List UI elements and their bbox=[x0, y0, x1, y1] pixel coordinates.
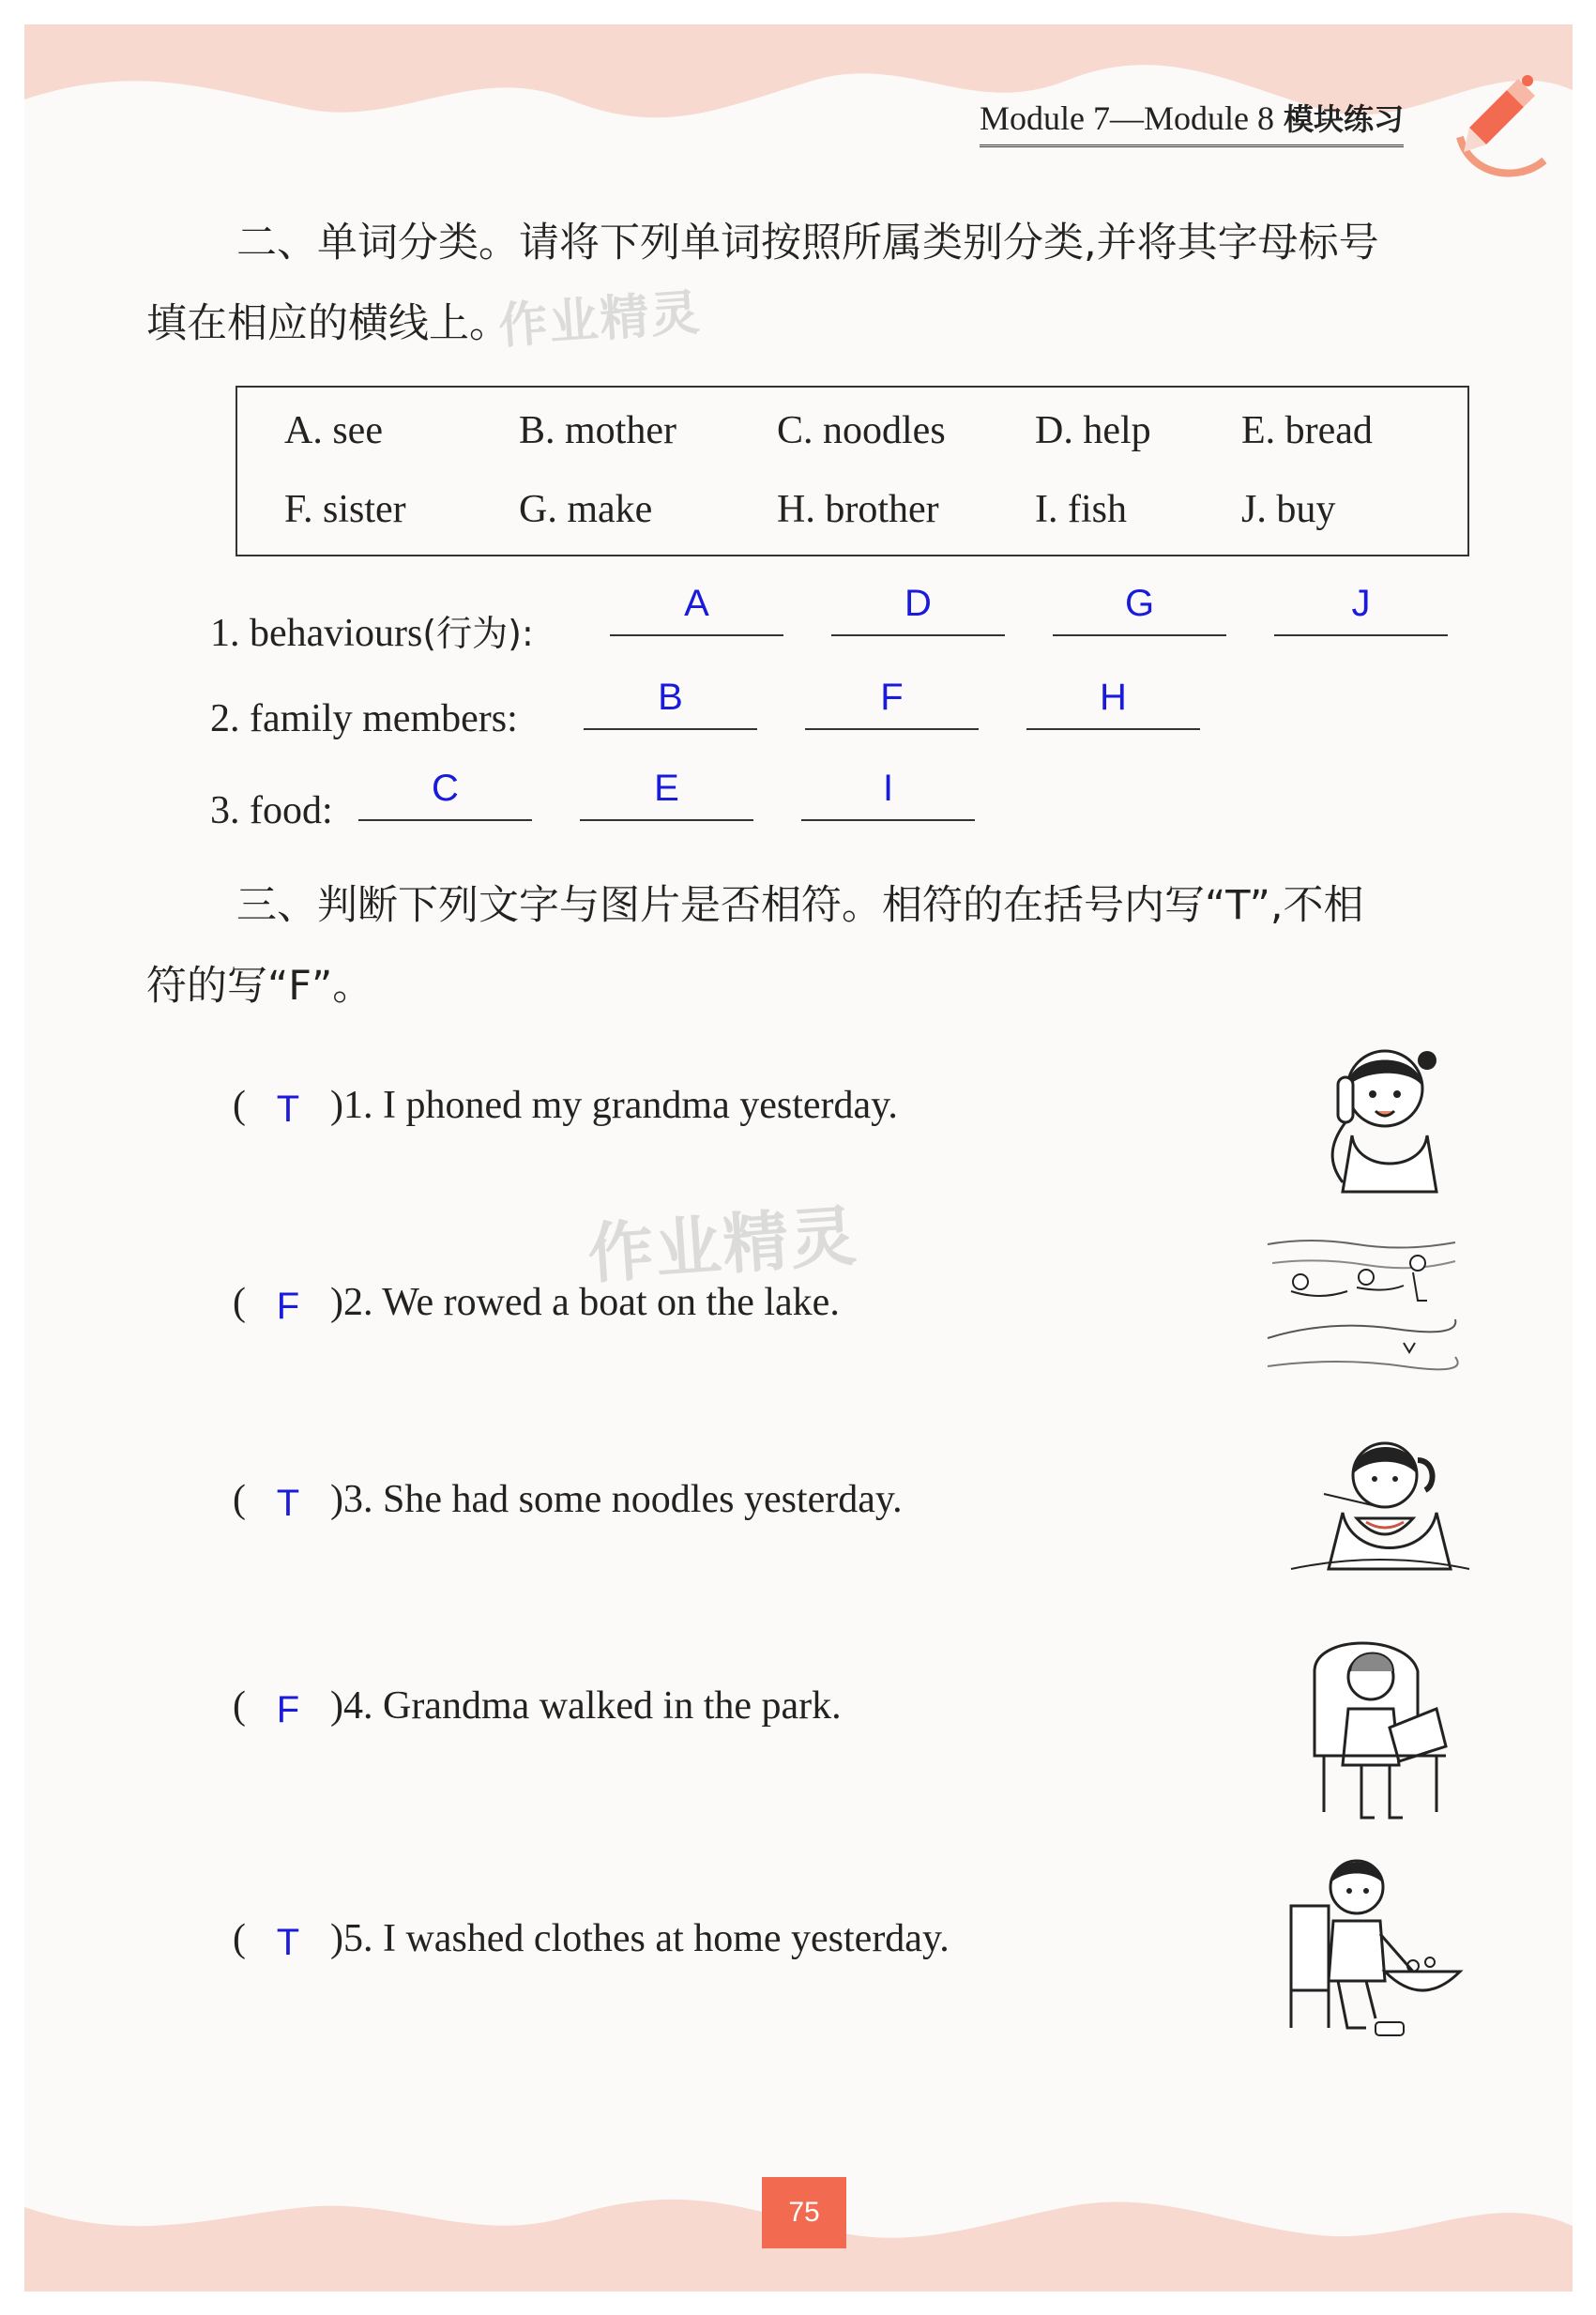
tf-answer-3[interactable]: T bbox=[276, 1483, 300, 1524]
watermark-top: 作业精灵 bbox=[496, 284, 704, 356]
swimming-lake-illustration bbox=[1263, 1226, 1460, 1385]
word-f: F. sister bbox=[284, 488, 406, 531]
q1-blank-1[interactable]: A bbox=[610, 587, 783, 636]
tf-item-2: ( F )2. We rowed a boat on the lake. bbox=[233, 1281, 840, 1327]
boy-washing-clothes-illustration bbox=[1282, 1850, 1479, 2056]
q2-blank-2[interactable]: F bbox=[805, 681, 979, 730]
header-title-cn: 模块练习 bbox=[1283, 101, 1404, 137]
q1-blank-3[interactable]: G bbox=[1053, 587, 1226, 636]
q3-blank-2[interactable]: E bbox=[580, 772, 753, 821]
word-i: I. fish bbox=[1035, 488, 1127, 531]
q2-blank-1[interactable]: B bbox=[584, 681, 757, 730]
section3-line2: 符的写“F”。 bbox=[146, 963, 373, 1010]
q2-blank-3[interactable]: H bbox=[1026, 681, 1200, 730]
word-c: C. noodles bbox=[777, 409, 946, 452]
tf-item-3: ( T )3. She had some noodles yesterday. bbox=[233, 1478, 903, 1524]
header-title bbox=[980, 96, 1404, 147]
word-b: B. mother bbox=[519, 409, 676, 452]
tf-answer-5[interactable]: T bbox=[276, 1922, 300, 1963]
tf-text-2: )2. We rowed a boat on the lake. bbox=[330, 1281, 840, 1324]
tf-answer-4[interactable]: F bbox=[276, 1689, 300, 1730]
q1-label bbox=[210, 604, 534, 656]
header-module: Module 7—Module 8 bbox=[980, 99, 1274, 137]
grandma-reading-illustration bbox=[1296, 1634, 1474, 1831]
section2-line2: 填在相应的横线上。 bbox=[146, 300, 509, 347]
page-number: 75 bbox=[762, 2177, 846, 2248]
tf-item-5: ( T )5. I washed clothes at home yesterday. bbox=[233, 1917, 950, 1963]
tf-text-5: )5. I washed clothes at home yesterday. bbox=[330, 1917, 950, 1960]
q1-blank-2[interactable]: D bbox=[831, 587, 1005, 636]
q3-label: 3. food: bbox=[210, 789, 333, 832]
tf-answer-1[interactable]: T bbox=[276, 1089, 300, 1130]
section3-line1: 三、判断下列文字与图片是否相符。相符的在括号内写“T”,不相 bbox=[236, 882, 1364, 929]
pencil-icon bbox=[1441, 71, 1554, 193]
tf-text-3: )3. She had some noodles yesterday. bbox=[330, 1478, 903, 1521]
girl-eating-noodles-illustration bbox=[1286, 1428, 1474, 1588]
watermark-middle: 作业精灵 bbox=[585, 1197, 860, 1293]
tf-item-1: ( T )1. I phoned my grandma yesterday. bbox=[233, 1084, 898, 1130]
girl-on-phone-illustration bbox=[1300, 1032, 1451, 1201]
q3-blank-1[interactable]: C bbox=[358, 772, 532, 821]
word-a: A. see bbox=[284, 409, 383, 452]
page bbox=[24, 24, 1573, 2292]
word-h: H. brother bbox=[777, 488, 939, 531]
q2-label: 2. family members: bbox=[210, 697, 518, 740]
tf-text-1: )1. I phoned my grandma yesterday. bbox=[330, 1084, 898, 1127]
section3-instruction bbox=[146, 865, 1488, 1027]
word-j: J. buy bbox=[1241, 488, 1336, 531]
q3-blank-3[interactable]: I bbox=[801, 772, 975, 821]
word-box bbox=[236, 386, 1469, 556]
word-d: D. help bbox=[1035, 409, 1151, 452]
q1-blank-4[interactable]: J bbox=[1274, 587, 1448, 636]
section2-line1: 二、单词分类。请将下列单词按照所属类别分类,并将其字母标号 bbox=[236, 220, 1379, 267]
section2-instruction bbox=[146, 203, 1488, 364]
q1-label-en: 1. behaviours bbox=[210, 612, 423, 655]
q1-label-cn: (行为): bbox=[422, 613, 534, 654]
tf-answer-2[interactable]: F bbox=[276, 1286, 300, 1327]
tf-text-4: )4. Grandma walked in the park. bbox=[330, 1684, 842, 1728]
tf-item-4: ( F )4. Grandma walked in the park. bbox=[233, 1684, 842, 1730]
word-e: E. bread bbox=[1241, 409, 1373, 452]
word-g: G. make bbox=[519, 488, 653, 531]
